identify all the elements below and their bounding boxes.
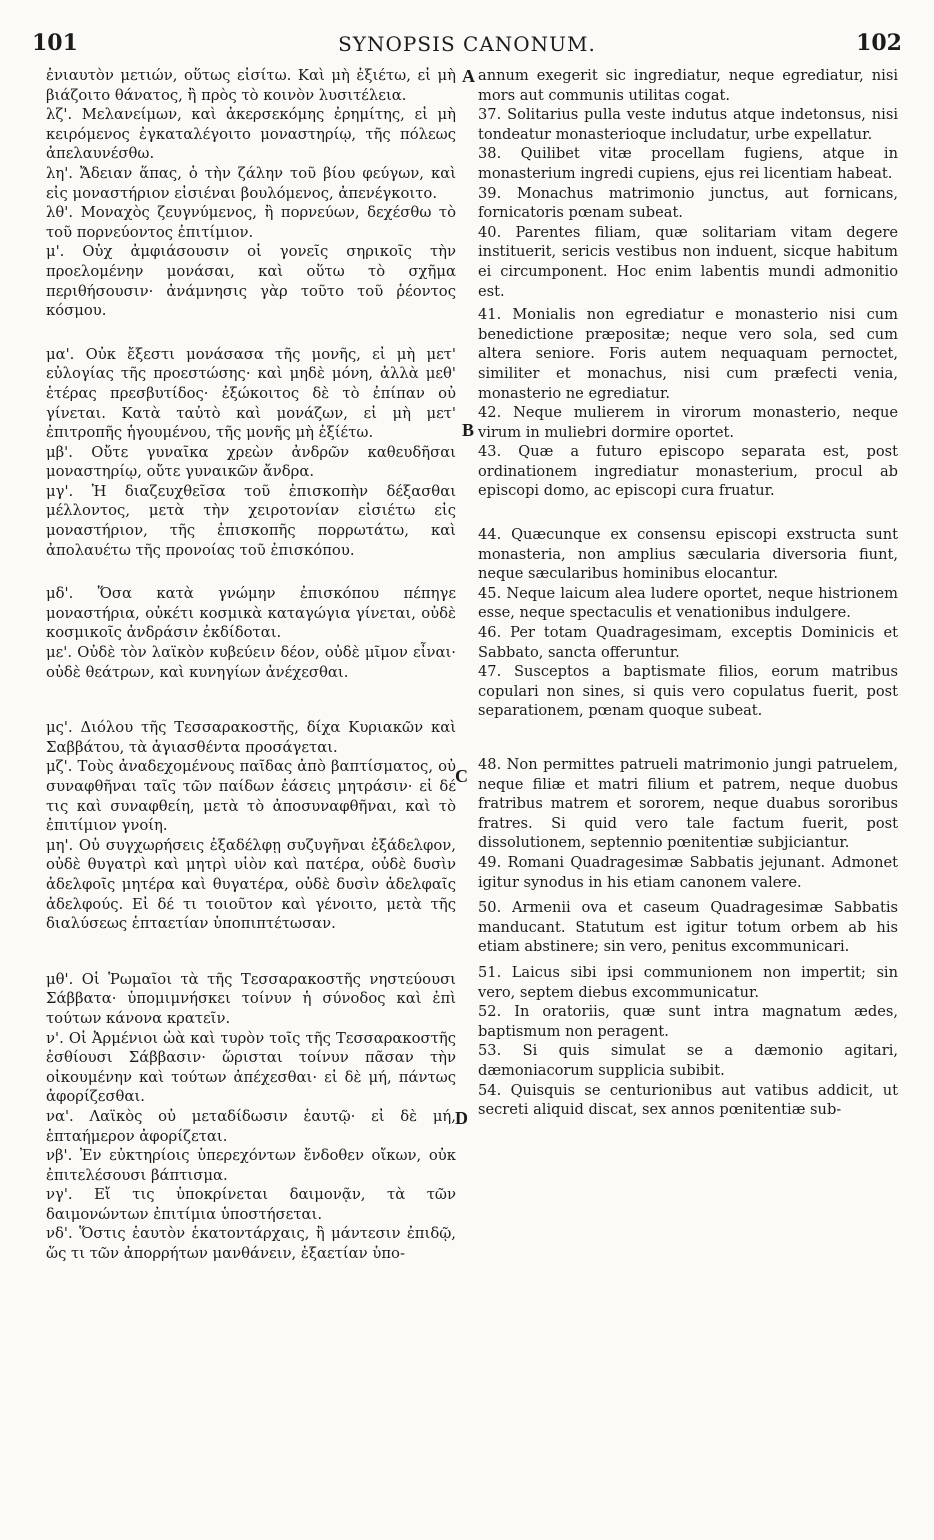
canon-greek-paragraph: μθ'. Οἱ Ῥωμαῖοι τὰ τῆς Τεσσαρακοστῆς νηστεύουσι Σάββατα· ὑπομιμνήσκει τοίνυν ἡ σύνοδος καὶ ἐπὶ τούτων κάνονα κρατεῖν.	[46, 970, 456, 1027]
canon-greek-paragraph: με'. Οὐδὲ τὸν λαϊκὸν κυβεύειν δέον, οὐδὲ μῖμον εἶναι· οὐδὲ θεάτρων, καὶ κυνηγίων ἀνέχεσθαι.	[46, 644, 456, 681]
canon-latin-paragraph: 51. Laicus sibi ipsi communionem non impertit; sin vero, septem diebus excommunicatur.	[478, 963, 898, 1001]
canon-latin-paragraph: 40. Parentes filiam, quæ solitariam vitam degere instituerit, sericis vestibus non induent, sicque habitum ei circumponent. Hoc enim labentis mundi admonitio est.	[478, 223, 898, 300]
page-number-left: 101	[32, 30, 78, 56]
canon-greek-paragraph: νγ'. Εἴ τις ὑποκρίνεται δαιμονᾷν, τὰ τῶν δαιμονώντων ἐπιτίμια ὑποστήσεται.	[46, 1186, 456, 1223]
canon-latin-paragraph: 42. Neque mulierem in virorum monasterio, neque virum in muliebri dormire oportet.	[478, 404, 898, 441]
canon-latin-paragraph: 47. Susceptos a baptismate filios, eorum matribus copulari non sines, si quis vero copulatus fuerit, post separationem, pœnam quoque subeat.	[478, 663, 898, 720]
canon-latin-paragraph: 54. Quisquis se centurionibus aut vatibus addicit, ut secreti aliquid discat, sex annos pœnitentiæ sub-	[478, 1081, 898, 1119]
canon-greek-paragraph: μ'. Οὐχ ἀμφιάσουσιν οἱ γονεῖς σηρικοῖς τὴν προελομένην μονάσαι, καὶ οὕτω τὸ σχῆμα περιθήσουσιν· ἀνάμνησις γὰρ τοῦτο τοῦ ῥέοντος κόσμου.	[46, 243, 456, 320]
canon-latin-paragraph: 38. Quilibet vitæ procellam fugiens, atque in monasterium ingredi cupiens, ejus rei licentiam habeat.	[478, 145, 898, 182]
canon-latin-paragraph: 41. Monialis non egrediatur e monasterio nisi cum benedictione præpositæ; neque vero sola, sed cum altera seniore. Foris autem nequaquam pernoctet, similiter et monachus, nisi cum præfecti venia, monasterio ne egrediatur.	[478, 306, 898, 402]
canon-greek-paragraph: μς'. Διόλου τῆς Τεσσαρακοστῆς, δίχα Κυριακῶν καὶ Σαββάτου, τὰ ἁγιασθέντα προσάγεται.	[46, 719, 456, 756]
canon-latin-paragraph: annum exegerit sic ingrediatur, neque egrediatur, nisi mors aut communis utilitas cogat.	[478, 67, 898, 104]
margin-letter-b: B	[462, 420, 475, 440]
canon-greek-paragraph: ἐνιαυτὸν μετιών, οὕτως εἰσίτω. Καὶ μὴ ἐξιέτω, εἰ μὴ βιάζοιτο θάνατος, ἢ πρὸς τὸ κοινὸν λυσιτέλεια.	[46, 67, 456, 104]
canon-latin-paragraph: 48. Non permittes patrueli matrimonio jungi patruelem, neque filiæ et matri filium et patrem, neque duobus fratribus matrem et sororem, neque duabus sororibus fratres. Si quid vero tale factum fuerit, post dissolutionem, septennio pœnitentiæ subjiciantur.	[478, 756, 898, 852]
canon-greek-paragraph: λθ'. Μοναχὸς ζευγνύμενος, ἢ πορνεύων, δεχέσθω τὸ τοῦ πορνεύοντος ἐπιτίμιον.	[46, 204, 456, 241]
canon-latin-paragraph: 50. Armenii ova et caseum Quadragesimæ Sabbatis manducant. Statutum est igitur totum orbem ab his etiam abstinere; sin vero, penitus excommunicari.	[478, 899, 898, 956]
canon-greek-paragraph: μβ'. Οὔτε γυναῖκα χρεὼν ἀνδρῶν καθευδῆσαι μοναστηρίῳ, οὔτε γυναικῶν ἄνδρα.	[46, 443, 456, 481]
canon-latin-paragraph: 44. Quæcunque ex consensu episcopi exstructa sunt monasteria, non amplius sæcularia diversoria fiunt, neque sæcularibus hominibus elocantur.	[478, 526, 898, 583]
canon-greek-paragraph: να'. Λαϊκὸς οὐ μεταδίδωσιν ἑαυτῷ· εἰ δὲ μή, ἑπταήμερον ἀφορίζεται.	[46, 1107, 456, 1145]
canon-latin-paragraph: 53. Si quis simulat se a dæmonio agitari, dæmoniacorum supplicia subibit.	[478, 1042, 898, 1079]
running-header	[32, 30, 902, 60]
canon-latin-paragraph: 39. Monachus matrimonio junctus, aut fornicans, fornicatoris pœnam subeat.	[478, 184, 898, 222]
canon-latin-paragraph: 37. Solitarius pulla veste indutus atque indetonsus, nisi tondeatur monasterioque includatur, urbe expellatur.	[478, 106, 898, 143]
page-number-right: 102	[856, 30, 902, 56]
canon-greek-paragraph: νδ'. Ὅστις ἑαυτὸν ἑκατοντάρχαις, ἢ μάντεσιν ἐπιδῷ, ὥς τι τῶν ἀπορρήτων μανθάνειν, ἑξαετίαν ὑπο-	[46, 1225, 456, 1263]
canon-greek-paragraph: νβ'. Ἐν εὐκτηρίοις ὑπερεχόντων ἔνδοθεν οἴκων, οὐκ ἐπιτελέσουσι βάπτισμα.	[46, 1147, 456, 1184]
canon-greek-paragraph: λη'. Ἄδειαν ἅπας, ὁ τὴν ζάλην τοῦ βίου φεύγων, καὶ εἰς μοναστήριον εἰσιέναι βουλόμενος, ἀπενέγκοιτο.	[46, 164, 456, 202]
greek-column	[46, 66, 456, 1264]
canon-greek-paragraph: μζ'. Τοὺς ἀναδεχομένους παῖδας ἀπὸ βαπτίσματος, οὐ συναφθῆναι ταῖς τῶν παίδων ἐάσεις μητράσιν· εἰ δέ τις καὶ συναφθείη, μετὰ τὸ ἀποσυναφθῆναι, καὶ τὸ ἐπιτίμιον γνοίη.	[46, 758, 456, 835]
margin-letter-c: C	[455, 766, 468, 786]
canon-latin-paragraph: 49. Romani Quadragesimæ Sabbatis jejunant. Admonet igitur synodus in his etiam canonem valere.	[478, 853, 898, 891]
canon-latin-paragraph: 46. Per totam Quadragesimam, exceptis Dominicis et Sabbato, sancta offeruntur.	[478, 624, 898, 661]
canon-greek-paragraph: λζ'. Μελανείμων, καὶ ἀκερσεκόμης ἐρημίτης, εἰ μὴ κειρόμενος ἐγκαταλέγοιτο μοναστηρίῳ, τῆς πόλεως ἀπελαυνέσθω.	[46, 106, 456, 163]
running-title: SYNOPSIS CANONUM.	[338, 32, 596, 56]
canon-greek-paragraph: μη'. Οὐ συγχωρήσεις ἐξαδέλφῃ συζυγῆναι ἐξάδελφον, οὐδὲ θυγατρὶ καὶ μητρὶ υἱὸν καὶ πατέρα, οὐδὲ δυσὶν ἀδελφοῖς μητέρα καὶ θυγατέρα, οὐδὲ δυσὶν ἀδελφαῖς ἀδελφούς. Εἰ δέ τι τοιοῦτον καὶ γένοιτο, μετὰ τῆς διαλύσεως ἑπταετίαν ὑποπιπτέτωσαν.	[46, 836, 456, 933]
canon-latin-paragraph: 52. In oratoriis, quæ sunt intra magnatum ædes, baptismum non peragent.	[478, 1003, 898, 1040]
canon-greek-paragraph: μγ'. Ἡ διαζευχθεῖσα τοῦ ἐπισκοπὴν δέξασθαι μέλλοντος, μετὰ τὴν χειροτονίαν εἰσιέτω εἰς μοναστήριον, τῆς ἐπισκοπῆς πορρωτάτω, καὶ ἀπολαυέτω τῆς προνοίας τοῦ ἐπισκόπου.	[46, 482, 456, 559]
latin-column	[478, 66, 898, 1120]
canon-latin-paragraph: 43. Quæ a futuro episcopo separata est, post ordinationem ingrediatur monasterium, procul ab episcopi domo, ac episcopi cura fruatur.	[478, 443, 898, 500]
canon-greek-paragraph: μα'. Οὐκ ἔξεστι μονάσασα τῆς μονῆς, εἰ μὴ μετ' εὐλογίας τῆς προεστώσης· καὶ μηδὲ μόνη, ἀλλὰ μεθ' ἑτέρας πρεσβυτίδος· ἐξώκοιτος δὲ τὸ ἐπίπαν οὐ γίνεται. Κατὰ ταὐτὸ καὶ μονάζων, εἰ μὴ μετ' ἐπιτροπῆς ἡγουμένου, τῆς μονῆς μὴ ἐξίέτω.	[46, 345, 456, 442]
canon-greek-paragraph: μδ'. Ὅσα κατὰ γνώμην ἐπισκόπου πέπηγε μοναστήρια, οὐκέτι κοσμικὰ καταγώγια γίνεται, οὐδὲ κοσμικοῖς ἀνδράσιν ἐκδίδοται.	[46, 585, 456, 642]
canon-greek-paragraph: ν'. Οἱ Ἀρμένιοι ὠὰ καὶ τυρὸν τοῖς τῆς Τεσσαρακοστῆς ἐσθίουσι Σάββασιν· ὥρισται τοίνυν πᾶσαν τὴν οἰκουμένην καὶ τούτων ἀπέχεσθαι· εἰ δὲ μή, πάντως ἀφορίζεσθαι.	[46, 1029, 456, 1106]
margin-letter-d: D	[455, 1108, 468, 1128]
margin-letter-a: A	[462, 66, 475, 86]
canon-latin-paragraph: 45. Neque laicum alea ludere oportet, neque histrionem esse, neque spectaculis et venationibus indulgere.	[478, 584, 898, 622]
